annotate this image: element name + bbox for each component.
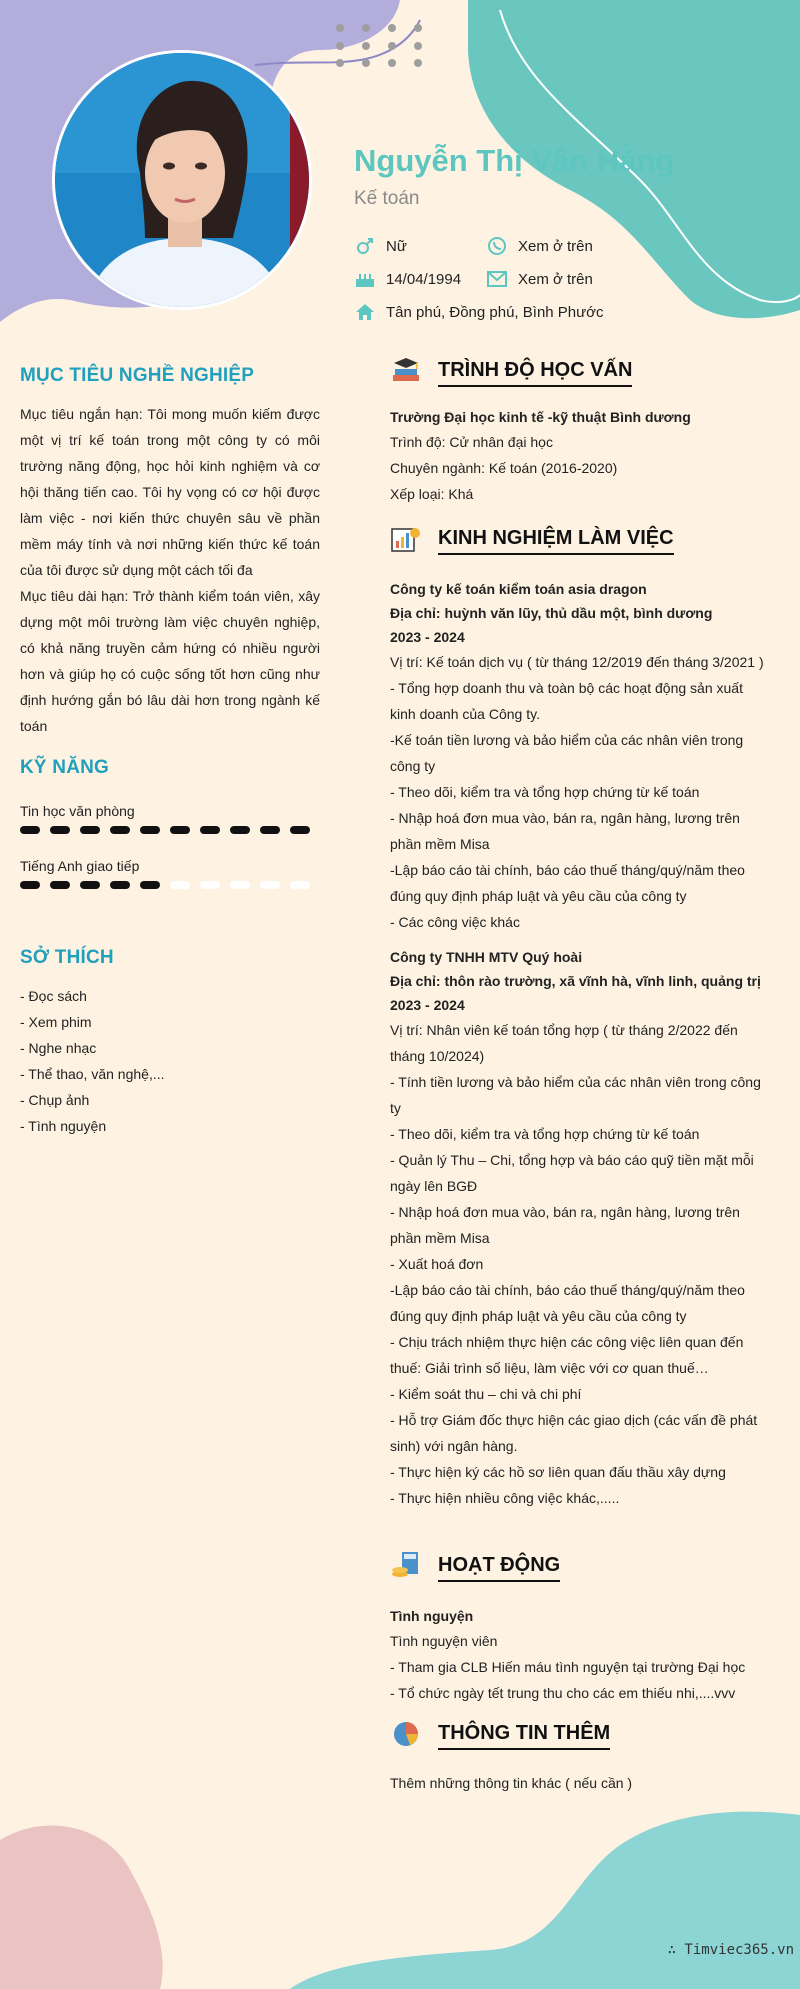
- education-header: [390, 347, 770, 387]
- company-address: Địa chỉ: huỳnh văn lũy, thủ dầu một, bình dương: [390, 605, 713, 621]
- job-line: - Thực hiện ký các hồ sơ liên quan đấu thầu xây dựng: [390, 1464, 726, 1480]
- skill-level-bar: [20, 825, 320, 835]
- company-name: Công ty kế toán kiểm toán asia dragon: [390, 581, 647, 597]
- job-line: - Các công việc khác: [390, 914, 520, 930]
- job-line: Vị trí: Kế toán dịch vụ ( từ tháng 12/2019 đến tháng 3/2021 ): [390, 654, 764, 670]
- skills-title: KỸ NĂNG: [20, 757, 110, 778]
- phone-row: [486, 236, 593, 256]
- skill-segment: [290, 881, 310, 889]
- candidate-name: Nguyễn Thị Vân Hằng: [354, 143, 675, 178]
- more-info-text: Thêm những thông tin khác ( nếu cần ): [390, 1775, 633, 1791]
- objective-short-term: Mục tiêu ngắn hạn: Tôi mong muốn kiếm được một vị trí kế toán trong một công ty có môi trường năng động, học hỏi kinh nghiệm và cơ hội thăng tiến cao. Tôi hy vọng có cơ hội được làm việc - nơi kiến thức chuyên sâu về phần mềm máy tính và nơi những kiến thức kế toán của tôi được sử dụng một cách tối đa: [20, 406, 320, 578]
- gender-icon: [354, 236, 376, 256]
- birthday-row: [354, 269, 461, 289]
- job-line: - Quản lý Thu – Chi, tổng hợp và báo cáo quỹ tiền mặt mỗi ngày lên BGĐ: [390, 1152, 754, 1194]
- skill-segment: [20, 826, 40, 834]
- activity-role: Tình nguyện viên: [390, 1633, 498, 1649]
- skill-segment: [80, 881, 100, 889]
- skill-segment: [290, 826, 310, 834]
- education-line: Trình độ: Cử nhân đại học: [390, 434, 553, 450]
- address-row: [354, 302, 604, 322]
- activity-org: Tình nguyện: [390, 1608, 474, 1624]
- job-line: - Theo dõi, kiểm tra và tổng hợp chứng từ kế toán: [390, 784, 700, 800]
- skill-segment: [230, 826, 250, 834]
- activity-line: - Tổ chức ngày tết trung thu cho các em thiếu nhi,....vvv: [390, 1685, 736, 1701]
- more-info-section: [390, 1710, 770, 1796]
- skill-segment: [230, 881, 250, 889]
- footer-decoration: [0, 1790, 800, 1989]
- job-line: - Xuất hoá đơn: [390, 1256, 484, 1272]
- job-title: Kế toán: [354, 188, 420, 209]
- skill-label: Tin học văn phòng: [20, 803, 135, 819]
- list-item: - Đọc sách: [20, 988, 87, 1004]
- activity-line: - Tham gia CLB Hiến máu tình nguyện tại trường Đại học: [390, 1659, 746, 1675]
- skill-segment: [140, 881, 160, 889]
- objective-title: MỤC TIÊU NGHỀ NGHIỆP: [20, 365, 255, 386]
- email-icon: [486, 269, 508, 289]
- experience-title: KINH NGHIỆM LÀM VIỆC: [438, 527, 674, 555]
- job-line: -Kế toán tiền lương và bảo hiểm của các nhân viên trong công ty: [390, 732, 744, 774]
- cake-icon: [354, 269, 376, 289]
- skill-segment: [50, 881, 70, 889]
- avatar: [52, 50, 312, 310]
- education-line: Xếp loại: Khá: [390, 486, 474, 502]
- skill-segment: [50, 826, 70, 834]
- list-item: - Xem phim: [20, 1014, 92, 1030]
- gender-value: Nữ: [386, 237, 407, 255]
- skill-segment: [170, 826, 190, 834]
- calculator-coins-icon: [390, 1550, 422, 1582]
- phone-value[interactable]: Xem ở trên: [518, 237, 593, 255]
- skill-item: [20, 858, 320, 907]
- company-name: Công ty TNHH MTV Quý hoài: [390, 949, 583, 965]
- skill-label: Tiếng Anh giao tiếp: [20, 858, 140, 874]
- home-icon: [354, 302, 376, 322]
- portrait-image: [55, 53, 312, 310]
- objective-long-term: Mục tiêu dài hạn: Trở thành kiểm toán viên, xây dựng một môi trường làm việc chuyên nghiệp, có khả năng truyền cảm hứng có nhiều người hơn và giúp họ có cuộc sống tốt hơn cũng như định hướng gắn bó lâu dài hơn trong ngành kế toán: [20, 588, 320, 734]
- job-line: - Tính tiền lương và bảo hiểm của các nhân viên trong công ty: [390, 1074, 761, 1116]
- email-row: [486, 269, 593, 289]
- skill-segment: [260, 881, 280, 889]
- experience-header: [390, 515, 770, 555]
- skill-segment: [200, 826, 220, 834]
- skill-segment: [110, 826, 130, 834]
- skill-level-bar: [20, 880, 320, 890]
- graduation-books-icon: [390, 355, 422, 387]
- job-line: - Thực hiện nhiều công việc khác,.....: [390, 1490, 620, 1506]
- experience-section: [390, 515, 770, 1511]
- list-item: - Thể thao, văn nghệ,...: [20, 1066, 165, 1082]
- left-column: [20, 365, 320, 1139]
- job-line: - Kiểm soát thu – chi và chi phí: [390, 1386, 582, 1402]
- job-period: 2023 - 2024: [390, 629, 465, 645]
- school-name: Trường Đại học kinh tế -kỹ thuật Bình dương: [390, 409, 691, 425]
- activities-section: [390, 1542, 770, 1706]
- skill-segment: [170, 881, 190, 889]
- job-line: -Lập báo cáo tài chính, báo cáo thuế tháng/quý/năm theo đúng quy định pháp luật và yêu cầu của công ty: [390, 862, 745, 904]
- job-line: - Tổng hợp doanh thu và toàn bộ các hoạt động sản xuất kinh doanh của Công ty.: [390, 680, 743, 722]
- footer-brand[interactable]: [668, 1942, 794, 1958]
- education-title: TRÌNH ĐỘ HỌC VẤN: [438, 359, 632, 387]
- hobbies-list: [20, 983, 320, 1139]
- email-value[interactable]: Xem ở trên: [518, 270, 593, 288]
- gender-row: [354, 236, 407, 256]
- education-line: Chuyên ngành: Kế toán (2016-2020): [390, 460, 618, 476]
- skill-segment: [80, 826, 100, 834]
- activities-title: HOẠT ĐỘNG: [438, 1554, 560, 1582]
- skill-segment: [200, 881, 220, 889]
- brand-logo-icon: ∴: [667, 1942, 685, 1958]
- education-section: [390, 347, 770, 507]
- birthday-value: 14/04/1994: [386, 270, 462, 288]
- job-entry: [390, 945, 770, 1511]
- job-period: 2023 - 2024: [390, 997, 465, 1013]
- pie-chart-icon: [390, 1718, 422, 1750]
- phone-icon: [486, 236, 508, 256]
- job-line: - Chịu trách nhiệm thực hiện các công việc liên quan đến thuế: Giải trình số liệu, làm việc với cơ quan thuế…: [390, 1334, 744, 1376]
- company-address: Địa chỉ: thôn rào trường, xã vĩnh hà, vĩnh linh, quảng trị: [390, 973, 761, 989]
- job-line: Vị trí: Nhân viên kế toán tổng hợp ( từ tháng 2/2022 đến tháng 10/2024): [390, 1022, 738, 1064]
- job-entry: [390, 577, 770, 935]
- list-item: - Tình nguyện: [20, 1118, 107, 1134]
- skill-item: [20, 803, 320, 852]
- activities-header: [390, 1542, 770, 1582]
- brand-text: Timviec365.vn: [684, 1942, 794, 1958]
- skill-segment: [140, 826, 160, 834]
- job-line: - Nhập hoá đơn mua vào, bán ra, ngân hàng, lương trên phần mềm Misa: [390, 810, 740, 852]
- job-line: - Hỗ trợ Giám đốc thực hiện các giao dịch (các vấn đề phát sinh) với ngân hàng.: [390, 1412, 758, 1454]
- job-line: -Lập báo cáo tài chính, báo cáo thuế tháng/quý/năm theo đúng quy định pháp luật và yêu cầu của công ty: [390, 1282, 745, 1324]
- list-item: - Chụp ảnh: [20, 1092, 90, 1108]
- more-info-header: [390, 1710, 770, 1750]
- job-line: - Nhập hoá đơn mua vào, bán ra, ngân hàng, lương trên phần mềm Misa: [390, 1204, 740, 1246]
- skill-segment: [260, 826, 280, 834]
- skill-segment: [110, 881, 130, 889]
- skill-segment: [20, 881, 40, 889]
- more-info-title: THÔNG TIN THÊM: [438, 1722, 610, 1750]
- job-line: - Theo dõi, kiểm tra và tổng hợp chứng từ kế toán: [390, 1126, 700, 1142]
- list-item: - Nghe nhạc: [20, 1040, 97, 1056]
- address-value: Tân phú, Đồng phú, Bình Phước: [386, 303, 604, 321]
- work-chart-icon: [390, 523, 422, 555]
- hobbies-title: SỞ THÍCH: [20, 947, 114, 968]
